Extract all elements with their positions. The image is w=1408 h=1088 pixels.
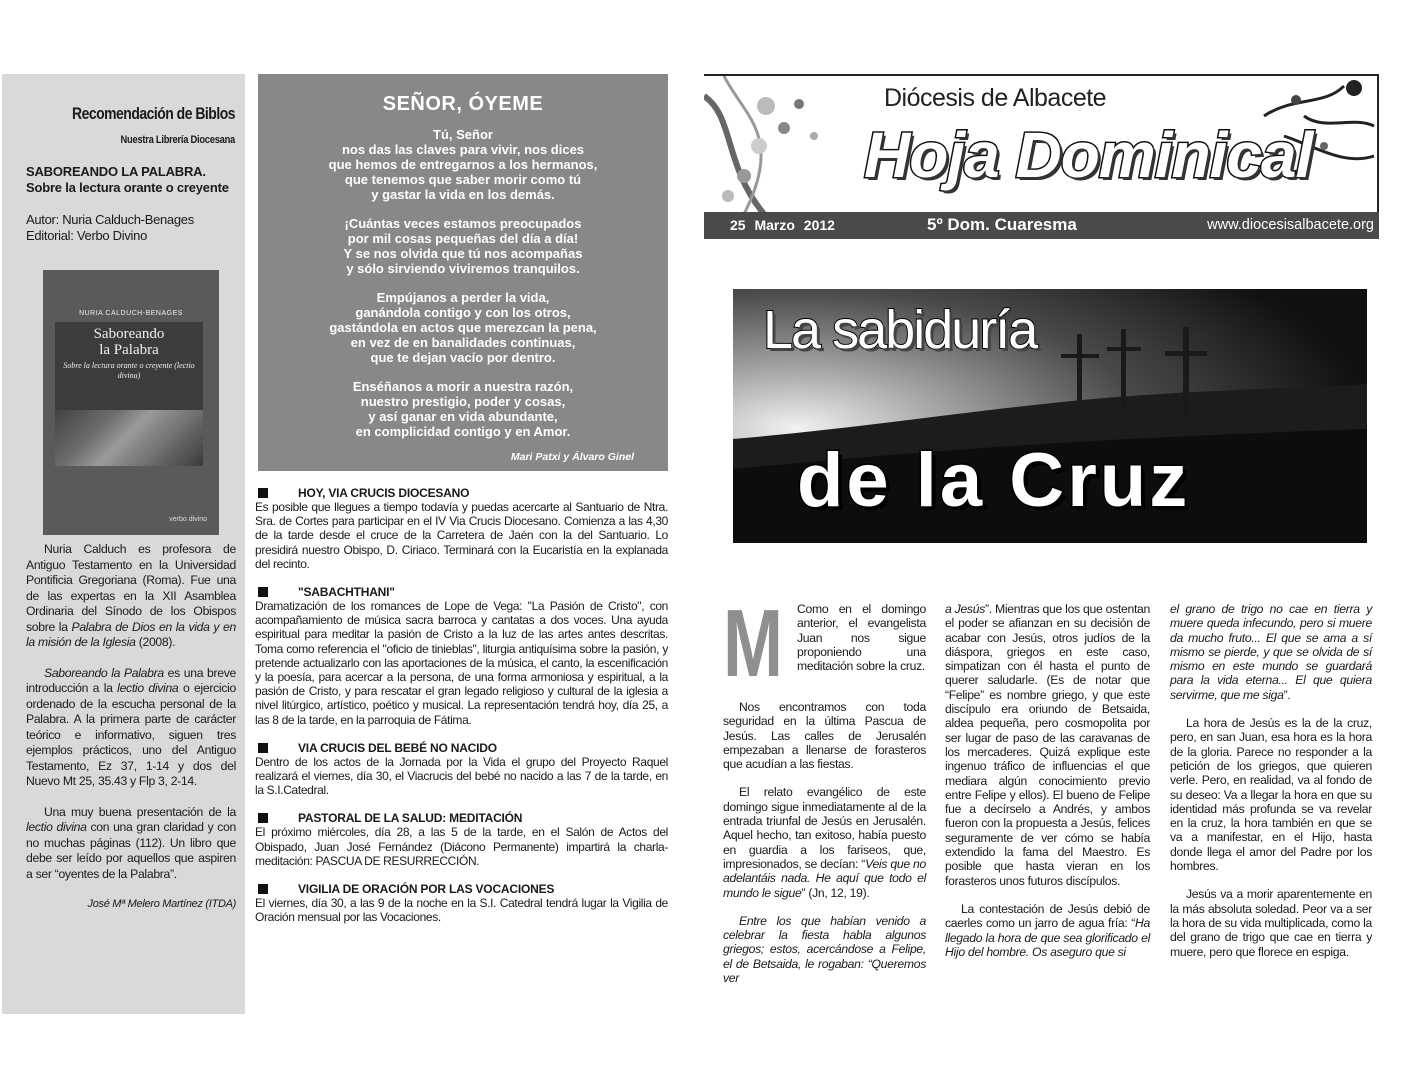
prayer-signature: Mari Patxi y Álvaro Ginel <box>510 451 634 463</box>
square-bullet-icon <box>258 488 268 498</box>
news-item <box>255 486 668 571</box>
news-heading: VIA CRUCIS DEL BEBÉ NO NACIDO <box>298 740 497 755</box>
book-title <box>26 164 235 196</box>
news-text: El viernes, día 30, a las 9 de la noche en la S.I. Catedral tendrá lugar la Vigilia de Oración mensual por las Vocaciones. <box>255 896 668 925</box>
article-paragraph: La contestación de Jesús debió de caerles como un jarro de agua fría: “Ha llegado la hora de que sea glorificado el Hijo del hombre. Os aseguro que si <box>945 901 1150 959</box>
prayer-stanza-2: ¡Cuántas veces estamos preocupados por mil cosas pequeñas del día a día! Y se nos olvida que tú nos acompañas y sólo sirviendo viviremos tranquilos. <box>343 216 583 276</box>
news-text: Dentro de los actos de la Jornada por la Vida el grupo del Proyecto Raquel realizará el viernes, día 30, el Viacrucis del bebé no nacido a las 7 de la tarde, en la S.I.Catedral. <box>255 754 668 798</box>
publication-title: Hoja Dominical <box>864 119 1313 191</box>
news-item <box>255 585 668 727</box>
news-list <box>255 486 668 938</box>
article-paragraph: Entre los que habían venido a celebrar la fiesta habla algunos griegos; estos, acercándose a Felipe, el de Betsaida, le rogaban: “Queremos ver <box>723 913 926 986</box>
liturgical-sunday: 5º Dom. Cuaresma <box>927 215 1077 234</box>
hero-title-line-2: de la Cruz <box>797 438 1191 523</box>
square-bullet-icon <box>258 743 268 753</box>
news-text: Dramatización de los romances de Lope de Vega: "La Pasión de Cristo", con acompañamiento de música sacra barroca y cantatas a dos voces. Una ayuda espiritual para meditar la pasión de Cristo a la luz de las artes antes descritas. Toma como referencia el "oficio de tinieblas", liturgia antiquísima sobre la pasión, y pretende actualizarlo con las aportaciones de la música, el canto, la escenificación y la poesía, para acercar a la persona, de una forma armoniosa y espiritual, a la pasión de Cristo, y para rescatar el gran legado religioso y cultural de la iglesia a nivel litúrgico, artístico, poético y musical. La representación tendrá hoy, día 25, a las 8 de la tarde, en la parroquia de Fátima. <box>255 599 668 727</box>
book-title-line-2: Sobre la lectura orante o creyente <box>26 180 229 195</box>
article-paragraph: Nos encontramos con toda seguridad en la última Pascua de Jesús. Las calles de Jerusalén empezaban a llenarse de forasteros que acudían a las fiestas. <box>723 700 926 772</box>
hero-title-line-1: La sabiduría <box>763 300 1037 360</box>
news-heading: HOY, VIA CRUCIS DIOCESANO <box>298 486 470 500</box>
article-paragraph: El relato evangélico de este domingo sigue inmediatamente al de la entrada triunfal de Jesús en Jerusalén. Aquel hecho, tan exitoso, había puesto en guardia a los fariseos, que, impresionados, se decían: “Veis que no adelantáis nada. He aquí que todo el mundo le sigue” (Jn, 12, 19). <box>723 785 926 900</box>
book-meta <box>26 212 235 244</box>
news-item <box>255 882 668 924</box>
square-bullet-icon <box>258 884 268 894</box>
drop-cap: M <box>723 590 780 697</box>
article-column-2 <box>945 602 1150 973</box>
book-cover-image <box>43 270 219 535</box>
news-text: El próximo miércoles, día 28, a las 5 de la tarde, en el Salón de Actos del Obispado, Juan José Fernández (Diácono Permanente) impartirá la charla-meditación: PASCUA DE RESURRECCIÓN. <box>255 825 668 868</box>
article-paragraph: el grano de trigo no cae en tierra y muere queda infecundo, pero si muere da mucho fruto... El que se ama a sí mismo se pierde, y que se olvida de sí mismo en este mundo se guardará para la vida eterna... El que quiera servirme, que me siga”. <box>1170 602 1372 702</box>
article-paragraph: Como en el domingo anterior, el evangelista Juan nos sigue proponiendo una meditación sobre la cruz. <box>797 602 926 674</box>
prayer-box <box>258 74 668 471</box>
website-link[interactable]: www.diocesisalbacete.org <box>1207 217 1374 233</box>
article-paragraph: Jesús va a morir aparentemente en la más absoluta soledad. Peor va a ser la hora de su vida multiplicada, como la del grano de trigo que cae en tierra y muere, pero que florece en espiga. <box>1170 887 1372 959</box>
bookstore-subheading: Nuestra Librería Diocesana <box>120 134 235 146</box>
review-paragraph: Una muy buena presentación de la lectio divina con una gran claridad y con no muchas páginas (112). Un libro que debe ser leído por aquellos que aspiren a ser “oyentes de la Palabra”. <box>26 804 237 881</box>
book-title-line-1: SABOREANDO LA PALABRA. <box>26 164 206 179</box>
news-heading: VIGILIA DE ORACIÓN POR LAS VOCACIONES <box>298 882 555 897</box>
square-bullet-icon <box>258 587 268 597</box>
news-item <box>255 811 668 868</box>
article-column-3 <box>1170 602 1372 973</box>
article-paragraph: a Jesús”. Mientras que los que ostentan el poder se afianzan en su decisión de acabar con Jesús, otros judíos de la diáspora, griegos en este caso, simpatizan con él hasta el punto de querer saludarle. (Es de notar que “Felipe” es nombre griego, y que este discípulo era oriundo de Betsaida, aldea pequeña, pero cosmopolita por ser lugar de paso de las caravanas de los mercaderes. Quizá explique este ingenuo tráfico de influencias el que mediara algún conocimiento previo entre Felipe y ellos). El bueno de Felipe fue a decírselo a Andrés, y ambos fueron con la propuesta a Jesús, felices seguramente de ver cómo se había extendido la fama del Maestro. Es posible que hasta vieran en los forasteros unos futuros discípulos. <box>945 602 1150 888</box>
hero-image <box>733 289 1367 543</box>
cover-title-2: la Palabra <box>99 342 159 358</box>
review-paragraph: Saboreando la Palabra es una breve introducción a la lectio divina o ejercicio ordenado de la escucha personal de la Palabra. A la primera parte de carácter teórico e informativo, siguen tres ejemplos prácticos, uno del Antiguo Testamento, Ez 37, 1-14 y dos del Nuevo Mt 25, 35.43 y Flp 3, 2-14. <box>26 665 236 788</box>
prayer-title: SEÑOR, ÓYEME <box>382 93 544 115</box>
review-signature: José Mª Melero Martínez (ITDA) <box>87 898 236 910</box>
cover-title-1: Saboreando <box>93 326 165 342</box>
recommendation-heading: Recomendación de Biblos <box>72 104 235 123</box>
cover-publisher: verbo divino <box>169 516 207 523</box>
book-recommendation-panel <box>2 74 245 1014</box>
prayer-stanza-4: Enséñanos a morir a nuestra razón, nuestro prestigio, poder y cosas, y así ganar en vida abundante, en complicidad contigo y en Amor. <box>352 379 574 439</box>
article-column-1 <box>723 590 926 999</box>
square-bullet-icon <box>258 813 268 823</box>
prayer-stanza-1: Tú, Señor nos das las claves para vivir, nos dices que hemos de entregarnos a los hermanos, que tenemos que saber morir como tú y gastar la vida en los demás. <box>328 127 598 202</box>
book-publisher: Editorial: Verbo Divino <box>26 228 147 243</box>
article-paragraph: La hora de Jesús es la de la cruz, pero, en san Juan, esa hora es la hora de la gloria. Parece no responder a la petición de los griegos, que quieren verle. Pero, en realidad, va al fondo de su deseo: Va a llegar la hora en que su identidad más profunda se va revelar en la cruz, la hora también en que se va a manifestar, en el Hijo, hasta donde llega el amor del Padre por los hombres. <box>1170 716 1372 874</box>
diocese-name: Diócesis de Albacete <box>884 84 1107 112</box>
review-paragraph: Nuria Calduch es profesora de Antiguo Testamento en la Universidad Pontificia Gregoriana (Roma). Fue una de las expertas en la XII Asamblea Ordinaria del Sínodo de los Obispos sobre la Palabra de Dios en la vida y en la misión de la Iglesia (2008). <box>26 542 236 649</box>
news-text: Es posible que llegues a tiempo todavía y puedas acercarte al Santuario de Ntra. Sra. de Cortes para participar en el IV Via Crucis Diocesano. Comienza a las 4,30 de la tarde desde el cruce de la Carretera de Jaén con la del Santuario. Lo presidirá nuestro Obispo, D. Ciriaco. Terminará con la Eucaristía en la explanada del recinto. <box>255 500 668 571</box>
cover-title-box <box>55 322 203 410</box>
book-author: Autor: Nuria Calduch-Benages <box>26 212 194 227</box>
book-review-text <box>26 542 236 928</box>
cover-subtitle: Sobre la lectura orante o creyente (lectio divina) <box>63 361 195 380</box>
news-item <box>255 741 668 798</box>
news-heading: PASTORAL DE LA SALUD: MEDITACIÓN <box>298 811 523 826</box>
issue-date: 25 Marzo 2012 <box>730 217 835 233</box>
news-heading: "SABACHTHANI" <box>298 585 395 600</box>
masthead <box>704 74 1379 212</box>
issue-info-bar <box>704 212 1379 239</box>
prayer-stanza-3: Empújanos a perder la vida, ganándola contigo y con los otros, gastándola en actos que merezcan la pena, en vez de en banalidades continuas, que te dejan vacío por dentro. <box>329 290 597 365</box>
cover-author: NURIA CALDUCH-BENAGES <box>79 310 183 317</box>
